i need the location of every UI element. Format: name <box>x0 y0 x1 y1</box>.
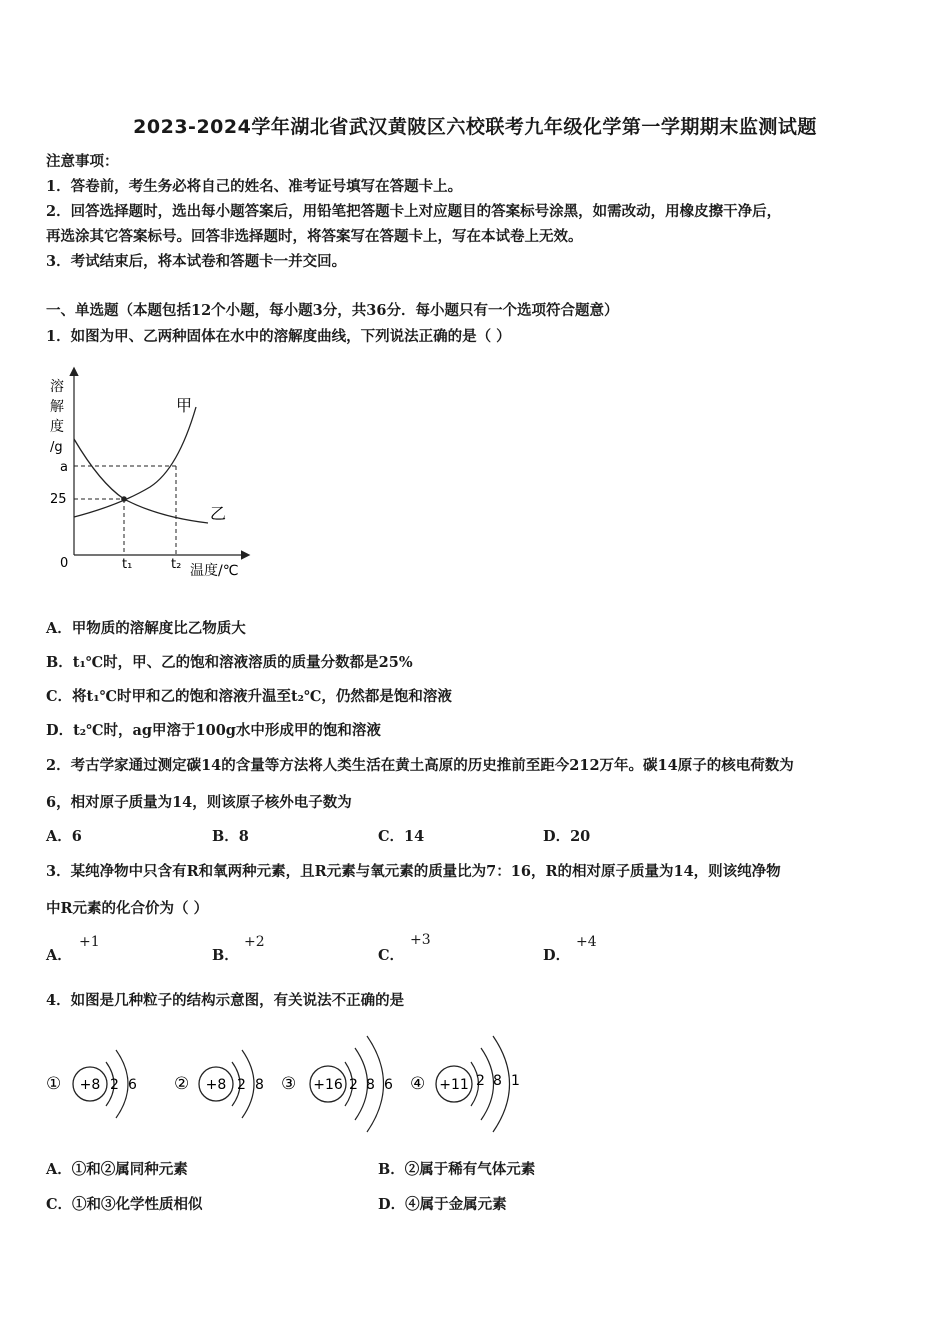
particle-3-e1: 2 <box>349 1077 358 1093</box>
particle-4-nucleus: +11 <box>439 1077 469 1093</box>
particle-3-mark: ③ <box>281 1074 297 1094</box>
exam-title: 2023-2024学年湖北省武汉黄陂区六校联考九年级化学第一学期期末监测试题 <box>133 116 817 138</box>
x-axis-label: 温度/℃ <box>190 563 239 579</box>
q3-option-c[interactable]: C． <box>378 947 405 964</box>
q2-stem-a: 2．考古学家通过测定碳14的含量等方法将人类生活在黄土高原的历史推前至距今212万年。碳14原子的核电荷数为 <box>46 757 794 774</box>
q3-option-a-value: +1 <box>79 934 100 950</box>
q2-option-c[interactable]: C．14 <box>378 828 425 845</box>
intersection-point <box>121 496 127 502</box>
particle-1-e1: 2 <box>110 1077 119 1093</box>
curve-jia-label: 甲 <box>176 396 193 415</box>
curve-yi-label: 乙 <box>210 504 227 523</box>
notice-item-3: 3．考试结束后，将本试卷和答题卡一并交回。 <box>46 253 347 270</box>
origin-label: 0 <box>60 556 69 571</box>
q4-option-c[interactable]: C．①和③化学性质相似 <box>46 1196 203 1213</box>
tick-a: a <box>60 460 68 475</box>
q1-option-c[interactable]: C．将t₁℃时甲和乙的饱和溶液升温至t₂℃，仍然都是饱和溶液 <box>46 688 452 705</box>
y-label-4: /g <box>50 440 63 455</box>
q3-option-d[interactable]: D． <box>543 947 571 964</box>
particle-2-nucleus: +8 <box>205 1077 227 1093</box>
y-label-1: 溶 <box>50 379 64 395</box>
q3-option-a[interactable]: A． <box>46 947 72 964</box>
curve-yi <box>74 439 208 523</box>
notice-item-2a: 2．回答选择题时，选出每小题答案后，用铅笔把答题卡上对应题目的答案标号涂黑，如需改动，用橡皮擦干净后， <box>46 203 782 220</box>
curve-jia <box>74 407 196 517</box>
q2-option-a[interactable]: A．6 <box>46 828 82 845</box>
q4-option-a[interactable]: A．①和②属同种元素 <box>46 1161 188 1178</box>
q1-option-b[interactable]: B．t₁℃时，甲、乙的饱和溶液溶质的质量分数都是25% <box>46 654 413 671</box>
particle-4 <box>410 1036 520 1132</box>
particle-1 <box>46 1050 137 1118</box>
notice-item-2b: 再选涂其它答案标号。回答非选择题时，将答案写在答题卡上，写在本试卷上无效。 <box>46 228 583 245</box>
q2-option-b[interactable]: B．8 <box>212 828 249 845</box>
notice-heading: 注意事项： <box>46 153 119 170</box>
particle-1-e2: 6 <box>128 1077 137 1093</box>
tick-t1: t₁ <box>122 557 133 572</box>
y-label-3: 度 <box>50 419 64 435</box>
q3-stem-a: 3．某纯净物中只含有R和氧两种元素，且R元素与氧元素的质量比为7：16，R的相对原子质量为14，则该纯净物 <box>46 863 781 880</box>
q4-option-b[interactable]: B．②属于稀有气体元素 <box>378 1161 536 1178</box>
particle-4-mark: ④ <box>410 1074 426 1094</box>
particle-2-e2: 8 <box>255 1077 264 1093</box>
y-label-2: 解 <box>50 399 64 415</box>
q4-stem: 4．如图是几种粒子的结构示意图，有关说法不正确的是 <box>46 992 405 1009</box>
q4-option-d[interactable]: D．④属于金属元素 <box>378 1196 507 1213</box>
particle-4-e2: 8 <box>493 1073 502 1089</box>
q3-option-b[interactable]: B． <box>212 947 239 964</box>
solubility-chart <box>40 365 260 585</box>
particle-diagrams <box>40 1022 540 1142</box>
q3-option-b-value: +2 <box>244 934 265 950</box>
q3-stem-b: 中R元素的化合价为（ ） <box>46 900 209 917</box>
q1-option-d[interactable]: D．t₂℃时，ag甲溶于100g水中形成甲的饱和溶液 <box>46 722 381 739</box>
particle-3-e2: 8 <box>366 1077 375 1093</box>
q2-stem-b: 6，相对原子质量为14，则该原子核外电子数为 <box>46 794 352 811</box>
particle-2-e1: 2 <box>237 1077 246 1093</box>
particle-3-nucleus: +16 <box>313 1077 343 1093</box>
q3-option-c-value: +3 <box>410 932 431 948</box>
particle-1-mark: ① <box>46 1074 62 1094</box>
q1-option-a[interactable]: A．甲物质的溶解度比乙物质大 <box>46 620 246 637</box>
q2-option-d[interactable]: D．20 <box>543 828 591 845</box>
particle-2 <box>174 1050 264 1118</box>
tick-t2: t₂ <box>171 557 182 572</box>
particle-3 <box>281 1036 393 1132</box>
section-heading: 一、单选题（本题包括12个小题，每小题3分，共36分．每小题只有一个选项符合题意） <box>46 302 619 319</box>
particle-4-e1: 2 <box>476 1073 485 1089</box>
q1-stem: 1．如图为甲、乙两种固体在水中的溶解度曲线，下列说法正确的是（ ） <box>46 328 511 345</box>
particle-2-mark: ② <box>174 1074 190 1094</box>
tick-25: 25 <box>50 492 67 507</box>
notice-item-1: 1．答卷前，考生务必将自己的姓名、准考证号填写在答题卡上。 <box>46 178 463 195</box>
particle-1-nucleus: +8 <box>79 1077 101 1093</box>
q3-option-d-value: +4 <box>576 934 597 950</box>
particle-4-e3: 1 <box>511 1073 520 1089</box>
particle-3-e3: 6 <box>384 1077 393 1093</box>
